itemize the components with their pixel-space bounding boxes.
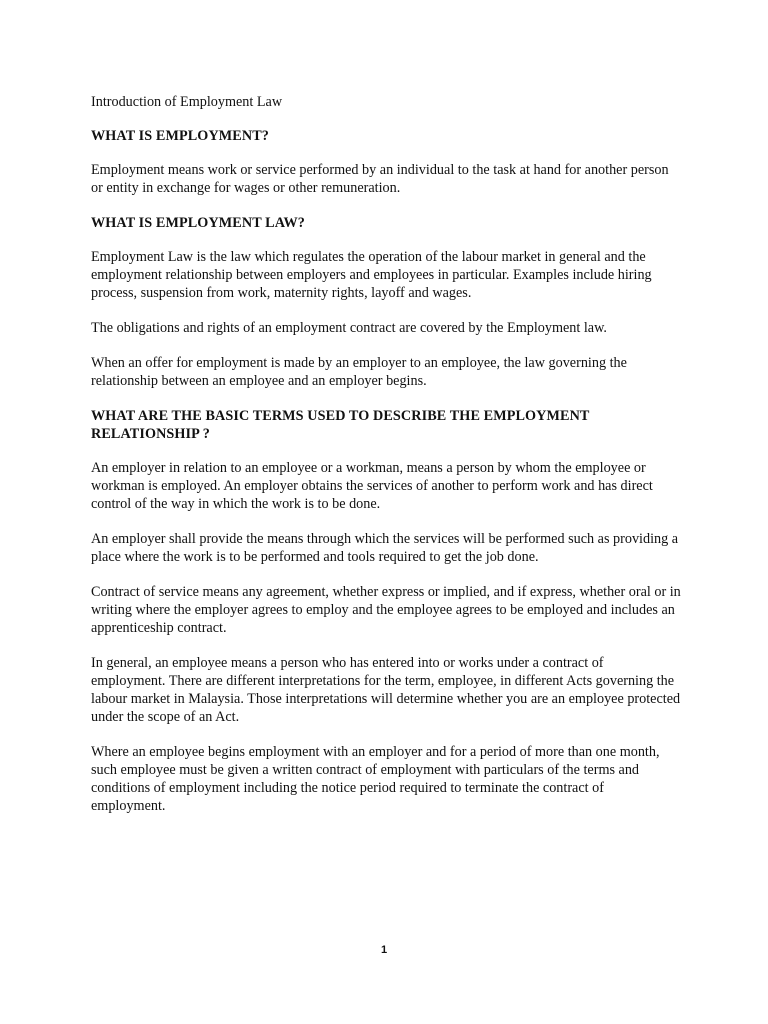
page-number: 1 — [380, 944, 388, 956]
paragraph: In general, an employee means a person who has entered into or works under a contract of employment. There are different interpretations for the term, employee, in different Acts governing the labour market in Malaysia. Those interpretations will determine whether you are an employee protected under the scope of an Act. — [91, 655, 681, 725]
paragraph: Employment means work or service performed by an individual to the task at hand for another person or entity in exchange for wages or other remuneration. — [91, 162, 669, 196]
paragraph: The obligations and rights of an employment contract are covered by the Employment law. — [91, 320, 607, 336]
paragraph: Contract of service means any agreement, whether express or implied, and if express, whether oral or in writing where the employer agrees to employ and the employee agrees to be employed and includes an apprenticeship contract. — [91, 584, 681, 636]
document-title: Introduction of Employment Law — [91, 94, 283, 110]
paragraph: Employment Law is the law which regulates the operation of the labour market in general and the employment relationship between employers and employees in particular. Examples include hiring process, suspension from work, maternity rights, layoff and wages. — [91, 249, 652, 301]
section-heading-what-is-employment: WHAT IS EMPLOYMENT? — [91, 128, 269, 144]
section-heading-basic-terms: WHAT ARE THE BASIC TERMS USED TO DESCRIBE THE EMPLOYMENT RELATIONSHIP ? — [91, 408, 590, 442]
paragraph: When an offer for employment is made by an employer to an employee, the law governing the relationship between an employee and an employer begins. — [91, 355, 627, 389]
paragraph: An employer shall provide the means through which the services will be performed such as providing a place where the work is to be performed and tools required to get the job done. — [91, 531, 679, 565]
paragraph: Where an employee begins employment with an employer and for a period of more than one month, such employee must be given a written contract of employment with particulars of the terms and conditions of employment including the notice period required to terminate the contract of employment. — [91, 744, 660, 814]
paragraph: An employer in relation to an employee or a workman, means a person by whom the employee or workman is employed. An employer obtains the services of another to perform work and has direct control of the way in which the work is to be done. — [91, 460, 653, 512]
document-body — [91, 93, 681, 832]
section-heading-what-is-employment-law: WHAT IS EMPLOYMENT LAW? — [91, 215, 305, 231]
